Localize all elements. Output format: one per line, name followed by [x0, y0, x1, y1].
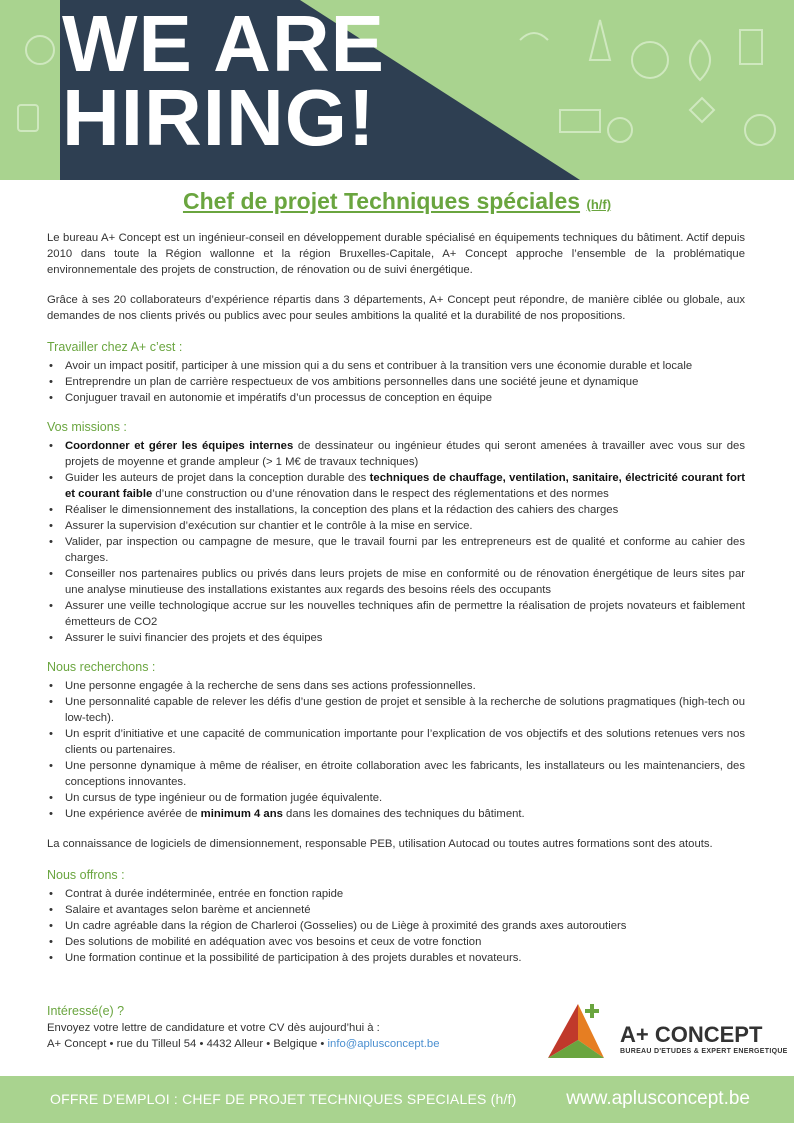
- list-item: • Assurer une veille technologique accrue sur les nouvelles techniques afin de permettre la réalisation de projets novateurs et faiblement émetteurs de CO2: [47, 598, 745, 630]
- list-item: • Avoir un impact positif, participer à une mission qui a du sens et contribuer à la transition vers une économie durable et locale: [47, 358, 745, 374]
- list-item: [47, 438, 745, 470]
- contact-heading: Intéressé(e) ?: [47, 1004, 125, 1018]
- list-item: [47, 806, 745, 822]
- footer-bar: [0, 1076, 794, 1123]
- job-title: [0, 188, 794, 215]
- section-heading-offer: Nous offrons :: [47, 868, 125, 882]
- list-item-text: Une expérience avérée de: [65, 808, 201, 820]
- list-item: • Une personnalité capable de relever les défis d’une gestion de projet et sensible à la recherche de solutions pragmatiques (high-tech ou low-tech).: [47, 694, 745, 726]
- section-heading-missions: Vos missions :: [47, 420, 127, 434]
- emphasis-text: Coordonner et gérer les équipes internes: [65, 440, 294, 452]
- missions-list: [47, 438, 745, 646]
- list-item: • Un cursus de type ingénieur ou de formation jugée équivalente.: [47, 790, 745, 806]
- intro-paragraph-2: Grâce à ses 20 collaborateurs d’expérience répartis dans 3 départements, A+ Concept peut répondre, de manière ciblée ou globale, aux demandes de nos clients privés ou publics avec pour seules ambitions la qualité et la durabilité de nos propositions.: [47, 294, 745, 322]
- profile-list: [47, 678, 745, 822]
- job-title-main: Chef de projet Techniques spéciales: [182, 188, 581, 214]
- list-item-text: de dessinateur ou ingénieur études qui seront amenées à travailler avec vous sur des projets de moyenne et grande ampleur (> 1 M€ de travaux techniques): [65, 440, 745, 468]
- emphasis-text: minimum 4 ans: [200, 808, 283, 820]
- list-item: • Assurer la supervision d’exécution sur chantier et le contrôle à la mise en service.: [47, 518, 745, 534]
- work-at-list: [47, 358, 745, 406]
- list-item: • Conseiller nos partenaires publics ou privés dans leurs projets de mise en conformité ou de rénovation énergétique de leurs sites par une analyse minutieuse des installations existantes aux regards des besoins réels des occupants: [47, 566, 745, 598]
- list-item: • Une personne dynamique à même de réaliser, en étroite collaboration avec les fabricants, les installateurs ou les maintenanciers, des conceptions innovantes.: [47, 758, 745, 790]
- section-heading-profile: Nous recherchons :: [47, 660, 156, 674]
- logo-brand: A+ CONCEPT: [620, 1022, 763, 1047]
- contact-instructions: Envoyez votre lettre de candidature et votre CV dès aujourd’hui à :: [47, 1022, 380, 1034]
- footer-job-offer: OFFRE D'EMPLOI : CHEF DE PROJET TECHNIQUES SPECIALES (h/f): [50, 1091, 517, 1107]
- address-text: A+ Concept • rue du Tilleul 54 • 4432 Alleur • Belgique •: [47, 1038, 328, 1050]
- banner-headline-line2: HIRING!: [62, 73, 376, 162]
- list-item: [47, 470, 745, 502]
- list-item: • Des solutions de mobilité en adéquation avec vos besoins et ceux de votre fonction: [47, 934, 745, 950]
- job-description: [47, 230, 745, 976]
- list-item: • Réaliser le dimensionnement des installations, la conception des plans et la rédaction des cahiers des charges: [47, 502, 745, 518]
- list-item-text: d’une construction ou d’une rénovation dans le respect des réglementations et des normes: [152, 488, 609, 500]
- email-link[interactable]: info@aplusconcept.be: [327, 1038, 440, 1050]
- software-note: La connaissance de logiciels de dimensionnement, responsable PEB, utilisation Autocad ou toutes autres formations sont des atouts.: [47, 838, 713, 850]
- list-item: • Un cadre agréable dans la région de Charleroi (Gosselies) ou de Liège à proximité des grands axes autoroutiers: [47, 918, 745, 934]
- contact-address: [47, 1036, 440, 1052]
- company-logo: [548, 1000, 788, 1062]
- job-title-suffix: (h/f): [586, 197, 612, 212]
- footer-website-link[interactable]: www.aplusconcept.be: [566, 1088, 750, 1109]
- list-item: • Conjuguer travail en autonomie et impératifs d’un processus de conception en équipe: [47, 390, 745, 406]
- logo-mark-icon: [548, 1000, 616, 1062]
- list-item: • Un esprit d’initiative et une capacité de communication importante pour l’explication de vos objectifs et des solutions retenues vers nos clients ou partenaires.: [47, 726, 745, 758]
- section-heading-work-at: Travailler chez A+ c’est :: [47, 340, 183, 354]
- offer-list: [47, 886, 745, 966]
- banner-headline-line1: WE ARE: [62, 0, 386, 88]
- contact-block: [47, 1003, 440, 1052]
- hiring-banner: [0, 0, 794, 180]
- list-item: • Une formation continue et la possibilité de participation à des projets durables et novateurs.: [47, 950, 745, 966]
- logo-tagline: BUREAU D'ETUDES & EXPERT ENERGETIQUE: [620, 1048, 788, 1055]
- list-item: • Assurer le suivi financier des projets et des équipes: [47, 630, 745, 646]
- intro-paragraph-1: Le bureau A+ Concept est un ingénieur-conseil en développement durable spécialisé en équipements techniques du bâtiment. Actif depuis 2010 dans toute la Région wallonne et la région Bruxelles-Capitale, A+ Concept approche l’ensemble de la problématique environnementale des projets de construction, de rénovation ou de suivi énergétique.: [47, 232, 745, 276]
- emphasis-text: techniques de chauffage, ventilation, sanitaire, électricité courant fort et courant faible: [65, 472, 746, 500]
- list-item: • Une personne engagée à la recherche de sens dans ses actions professionnelles.: [47, 678, 745, 694]
- list-item: • Contrat à durée indéterminée, entrée en fonction rapide: [47, 886, 745, 902]
- list-item: • Entreprendre un plan de carrière respectueux de vos ambitions personnelles dans une société jeune et dynamique: [47, 374, 745, 390]
- list-item-text: dans les domaines des techniques du bâtiment.: [282, 808, 525, 820]
- list-item-text: Guider les auteurs de projet dans la conception durable des: [65, 472, 370, 484]
- list-item: • Salaire et avantages selon barème et ancienneté: [47, 902, 745, 918]
- list-item: • Valider, par inspection ou campagne de mesure, que le travail fourni par les entrepreneurs est de qualité et conforme au cahier des charges.: [47, 534, 745, 566]
